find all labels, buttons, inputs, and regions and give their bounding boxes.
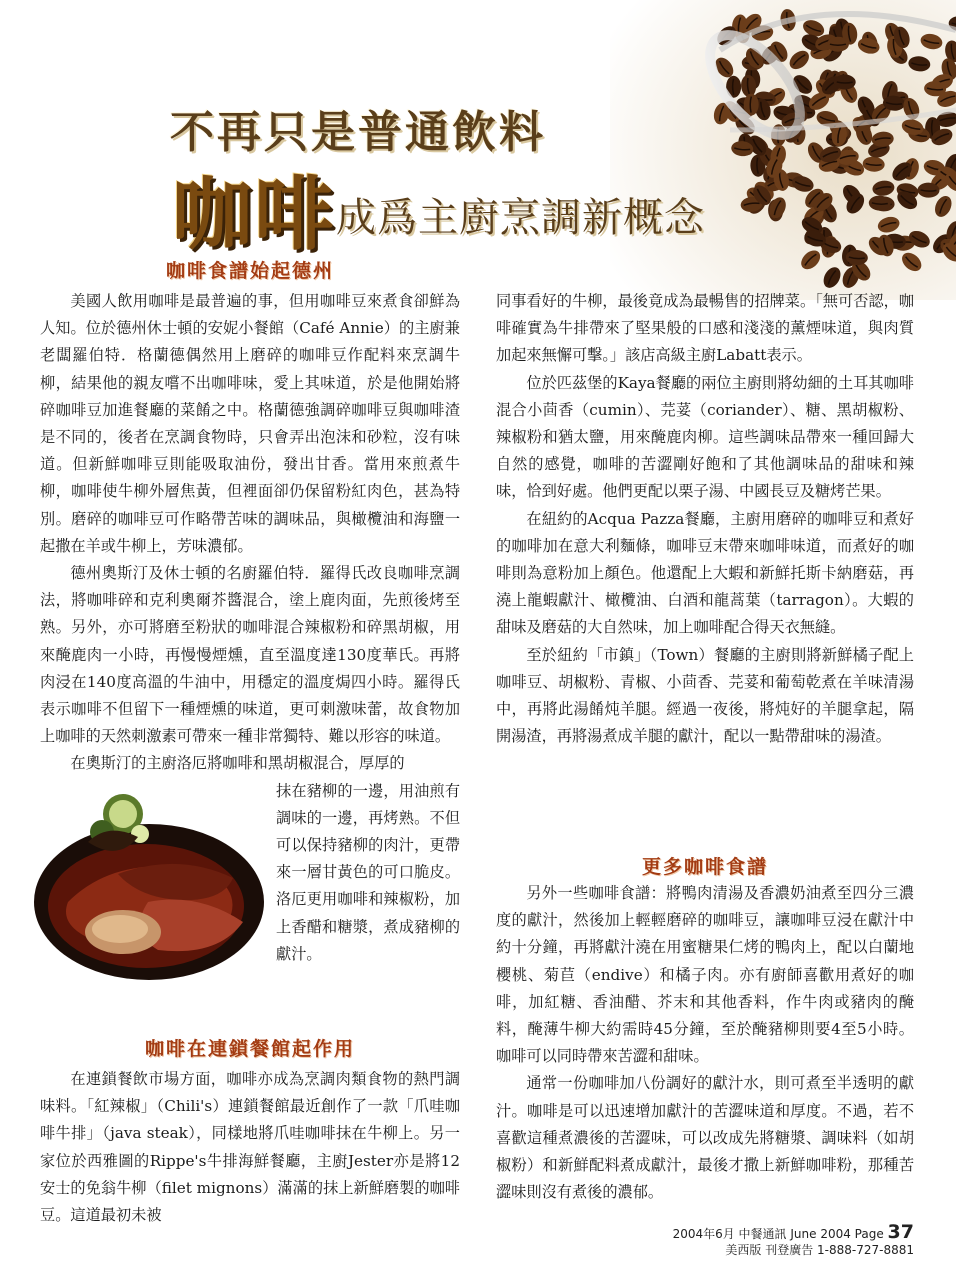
coffee-bean-jar-image	[610, 0, 956, 300]
section-heading-texas: 咖啡食譜始起德州	[165, 260, 334, 282]
headline-coffee: 咖啡	[172, 168, 336, 261]
footer-line1	[660, 1221, 914, 1243]
paragraph: 德州奧斯汀及休士頓的名廚羅伯特．羅得氏改良咖啡烹調法，將咖啡碎和克利奧爾芥醬混合，塗上鹿肉面，先煎後烤至熟。另外，亦可將磨至粉狀的咖啡混合辣椒粉和碎黑胡椒，用來醃鹿肉一小時，再慢慢煙燻，直至溫度達130度華氏。再將肉浸在140度高溫的牛油中，用穩定的溫度焗四小時。羅得氏表示咖啡不但留下一種煙燻的味道，更可刺激味蕾，故食物加上咖啡的天然刺激素可帶來一種非常獨特、難以形容的味道。	[40, 564, 460, 746]
headline-rest: 成爲主廚烹調新概念	[336, 195, 705, 241]
steak-dish-image	[28, 782, 270, 992]
headline-subtitle: 不再只是普通飲料	[170, 107, 546, 158]
paragraph: 另外一些咖啡食譜：將鴨肉清湯及香濃奶油煮至四分三濃度的獻汁，然後加上輕輕磨碎的咖啡豆，讓咖啡豆浸在獻汁中約十分鐘，再將獻汁澆在用蜜糖果仁烤的鴨肉上，配以白蘭地櫻桃、菊苣（endive）和橘子肉。亦有廚師喜歡用煮好的咖啡，加紅糖、香油醋、芥末和其他香料，作牛肉或豬肉的醃料，醃薄牛柳大約需時45分鐘，至於醃豬柳則要4至5小時。咖啡可以同時帶來苦澀和甜味。	[496, 884, 914, 1066]
page-footer	[660, 1221, 914, 1258]
paragraph: 美國人飲用咖啡是最普遍的事，但用咖啡豆來煮食卻鮮為人知。位於德州休士頓的安妮小餐館（Café Annie）的主廚兼老闆羅伯特．格蘭德偶然用上磨碎的咖啡豆作配料來烹調牛柳，結果他的親友嚐不出咖啡味，愛上其味道，於是他開始將碎咖啡豆加進餐廳的菜餚之中。格蘭德強調碎咖啡豆與咖啡渣是不同的，後者在烹調食物時，只會弄出泡沫和砂粒，沒有味道。但新鮮咖啡豆則能吸取油份，發出甘香。當用來煎煮牛柳，咖啡使牛柳外層焦黃，但裡面卻仍保留粉紅肉色，甚為特別。磨碎的咖啡豆可作略帶苦味的調味品，與橄欖油和海鹽一起撒在羊或牛柳上，芳味濃郁。	[40, 292, 460, 555]
paragraph: 位於匹茲堡的Kaya餐廳的兩位主廚則將幼細的土耳其咖啡混合小茴香（cumin）、芫荽（coriander）、糖、黑胡椒粉、辣椒粉和猶太鹽，用來醃鹿肉柳。這些調味品帶來一種回歸大自然的感覺，咖啡的苦澀剛好飽和了其他調味品的甜味和辣味，恰到好處。他們更配以栗子湯、中國長豆及糖烤芒果。	[496, 373, 914, 501]
footer-line2: 美西版 刊登廣告 1-888-727-8881	[725, 1243, 914, 1257]
paragraph: 抹在豬柳的一邊，用油煎有調味的一邊，再烤熟。不但可以保持豬柳的肉汁，更帶來一層甘黃色的可口脆皮。洛厄更用咖啡和辣椒粉，加上香醋和糖漿，煮成豬柳的獻汁。	[276, 781, 460, 963]
left-column	[40, 288, 460, 992]
page-number: 37	[887, 1221, 914, 1243]
lower-right-column	[496, 880, 914, 1206]
right-column	[496, 288, 914, 750]
section-heading-more-recipes: 更多咖啡食譜	[641, 856, 768, 878]
paragraph: 在奧斯汀的主廚洛厄將咖啡和黑胡椒混合，厚厚的	[70, 754, 405, 773]
paragraph: 在紐約的Acqua Pazza餐廳，主廚用磨碎的咖啡豆和煮好的咖啡加在意大利麵條，咖啡豆末帶來咖啡味道，而煮好的咖啡則為意粉加上顏色。他還配上大蝦和新鮮托斯卡納磨菇，再澆上龍蝦獻汁、橄欖油、白酒和龍蒿葉（tarragon）。大蝦的甜味及磨菇的大自然味，加上咖啡配合得天衣無縫。	[496, 509, 914, 637]
paragraph: 在連鎖餐飲市場方面，咖啡亦成為烹調肉類食物的熱門調味料。「紅辣椒」（Chili's）連鎖餐館最近創作了一款「爪哇咖啡牛排」（java steak），同樣地將爪哇咖啡抹在牛柳上。另一家位於西雅圖的Rippe's牛排海鮮餐廳，主廚Jester亦是將12安士的免翁牛柳（filet mignons）滿滿的抹上新鮮磨製的咖啡豆。這道最初未被	[40, 1070, 460, 1225]
section-heading-chain-restaurants: 咖啡在連鎖餐館起作用	[144, 1038, 355, 1060]
paragraph: 同事看好的牛柳，最後竟成為最暢售的招牌菜。「無可否認，咖啡確實為牛排帶來了堅果般的口感和淺淺的薰煙味道，與肉質加起來無懈可擊。」該店高級主廚Labatt表示。	[496, 292, 914, 365]
lower-left-column	[40, 1066, 460, 1229]
footer-date: 2004年6月 中餐通訊 June 2004 Page	[672, 1227, 884, 1241]
paragraph: 通常一份咖啡加八份調好的獻汁水，則可煮至半透明的獻汁。咖啡是可以迅速增加獻汁的苦澀味道和厚度。不過，若不喜歡這種煮濃後的苦澀味，可以改成先將糖漿、調味料（如胡椒粉）和新鮮配料煮成獻汁，最後才撒上新鮮咖啡粉，那種苦澀味則沒有煮後的濃郁。	[496, 1074, 914, 1202]
paragraph: 至於紐約「市鎮」（Town）餐廳的主廚則將新鮮橘子配上咖啡豆、胡椒粉、青椒、小茴香、芫荽和葡萄乾煮在羊味清湯中，再將此湯餚炖羊腿。經過一夜後，將炖好的羊腿拿起，隔開湯渣，再將湯煮成羊腿的獻汁，配以一點帶甜味的湯渣。	[496, 645, 914, 746]
